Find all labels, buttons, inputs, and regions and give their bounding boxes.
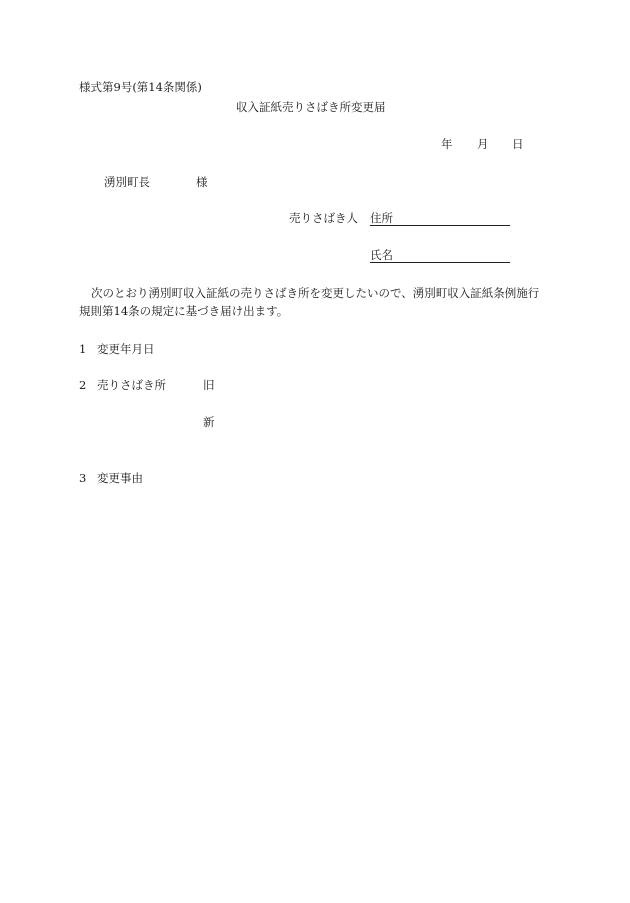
address-label: 住所 <box>370 211 393 225</box>
body-line-2: 規則第14条の規定に基づき届け出ます。 <box>79 304 289 318</box>
address-field-line <box>370 211 510 226</box>
item-2-label: 売りさばき所 <box>97 378 166 392</box>
item-2-old-label: 旧 <box>203 378 215 392</box>
date-month-label: 月 <box>477 137 489 151</box>
form-number: 様式第9号(第14条関係) <box>79 80 202 94</box>
date-day-label: 日 <box>512 137 524 151</box>
item-1-label: 変更年月日 <box>97 342 155 356</box>
item-3-number: 3 <box>79 471 87 485</box>
item-1-number: 1 <box>79 342 87 356</box>
addressee-name: 湧別町長 <box>104 175 150 189</box>
item-2-number: 2 <box>79 378 87 392</box>
body-line-1: 次のとおり湧別町収入証紙の売りさばき所を変更したいので、湧別町収入証紙条例施行 <box>91 286 540 300</box>
name-field-line <box>370 248 510 263</box>
item-2-new-label: 新 <box>203 415 215 429</box>
name-label: 氏名 <box>370 248 393 262</box>
date-year-label: 年 <box>441 137 453 151</box>
applicant-role: 売りさばき人 <box>289 211 358 225</box>
item-3-label: 変更事由 <box>97 471 143 485</box>
document-title: 収入証紙売りさばき所変更届 <box>236 100 386 114</box>
addressee-honorific: 様 <box>196 175 208 189</box>
